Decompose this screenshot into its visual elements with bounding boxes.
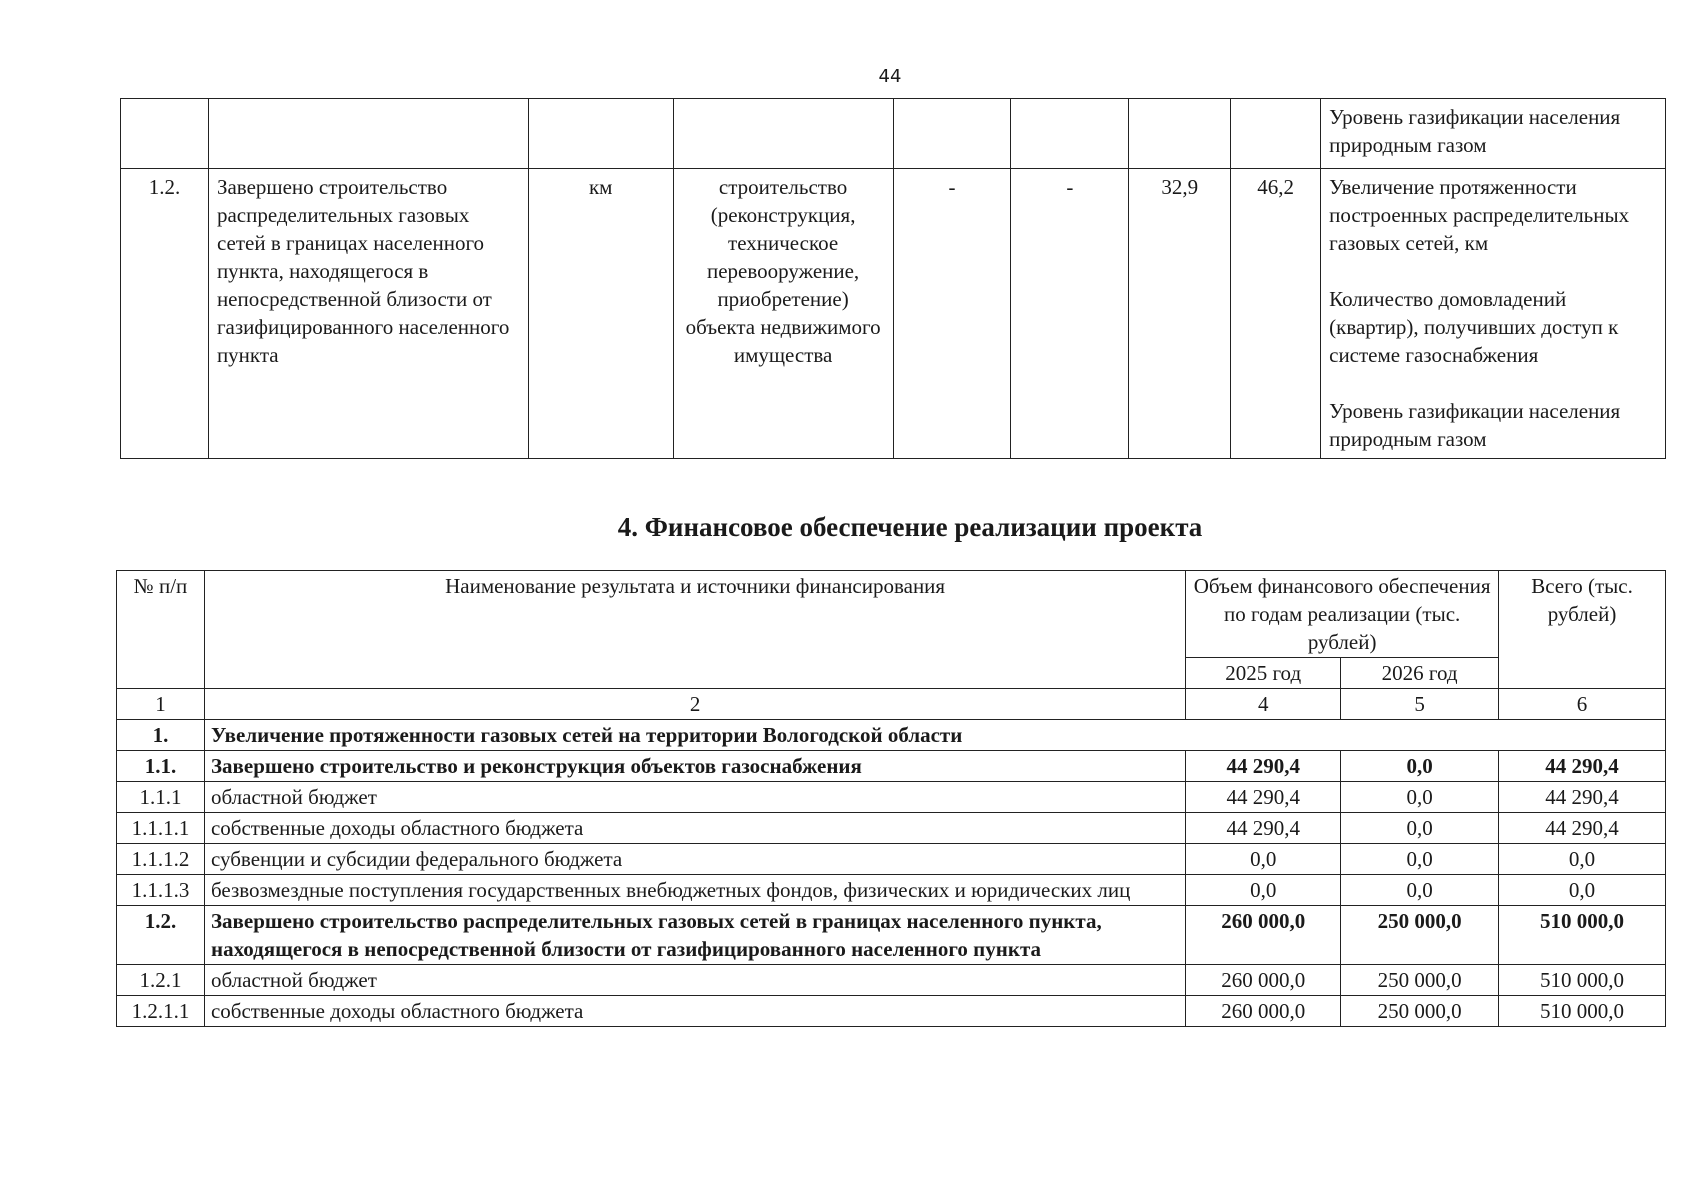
indicator-3: Уровень газификации населения природным газом bbox=[1329, 399, 1621, 451]
value-2025: 0,0 bbox=[1186, 844, 1341, 875]
row-number: 1. bbox=[117, 720, 205, 751]
result-name: Завершено строительство распределительных газовых сетей в границах населенного пункта, находящегося в непосредственной близости от газифицированного населенного пункта bbox=[208, 169, 528, 459]
value-2026: 0,0 bbox=[1341, 751, 1499, 782]
row-name: Увеличение протяженности газовых сетей на территории Вологодской области bbox=[204, 720, 1665, 751]
row-name: собственные доходы областного бюджета bbox=[204, 996, 1185, 1027]
col-number-4: 4 bbox=[1186, 689, 1341, 720]
row-number: 1.2.1.1 bbox=[117, 996, 205, 1027]
value-total: 510 000,0 bbox=[1499, 996, 1666, 1027]
page-number: 44 bbox=[878, 66, 902, 87]
header-total: Всего (тыс. рублей) bbox=[1499, 571, 1666, 689]
table-row bbox=[117, 782, 1666, 813]
indicator-note: Уровень газификации населения природным газом bbox=[1321, 99, 1666, 169]
row-name: Завершено строительство и реконструкция объектов газоснабжения bbox=[204, 751, 1185, 782]
value-total: 0,0 bbox=[1499, 875, 1666, 906]
indicators-cell bbox=[1321, 169, 1666, 459]
value-2026: 0,0 bbox=[1341, 875, 1499, 906]
row-name: Завершено строительство распределительных газовых сетей в границах населенного пункта, находящегося в непосредственной близости от газифицированного населенного пункта bbox=[204, 906, 1185, 965]
value-2025: 260 000,0 bbox=[1186, 906, 1341, 965]
value-1: - bbox=[893, 169, 1011, 459]
row-number: 1.1.1.1 bbox=[117, 813, 205, 844]
table-row bbox=[121, 99, 1666, 169]
col-number-2: 2 bbox=[204, 689, 1185, 720]
table-row bbox=[117, 875, 1666, 906]
table-row bbox=[117, 751, 1666, 782]
value-total: 510 000,0 bbox=[1499, 965, 1666, 996]
value-3: 32,9 bbox=[1129, 169, 1231, 459]
header-volume: Объем финансового обеспечения по годам реализации (тыс. рублей) bbox=[1186, 571, 1499, 658]
row-number: 1.1.1.3 bbox=[117, 875, 205, 906]
value-2026: 250 000,0 bbox=[1341, 906, 1499, 965]
result-type: строительство (реконструкция, техническое перевооружение, приобретение) объекта недвижимого имущества bbox=[673, 169, 893, 459]
value-total: 0,0 bbox=[1499, 844, 1666, 875]
value-2025: 44 290,4 bbox=[1186, 751, 1341, 782]
header-year-2025: 2025 год bbox=[1186, 658, 1341, 689]
indicator-1: Увеличение протяженности построенных распределительных газовых сетей, км bbox=[1329, 175, 1630, 255]
value-2025: 0,0 bbox=[1186, 875, 1341, 906]
value-2026: 250 000,0 bbox=[1341, 996, 1499, 1027]
value-2: - bbox=[1011, 169, 1129, 459]
results-table bbox=[120, 98, 1666, 459]
table-row bbox=[117, 906, 1666, 965]
table-row bbox=[117, 813, 1666, 844]
col-number-6: 6 bbox=[1499, 689, 1666, 720]
col-number-1: 1 bbox=[117, 689, 205, 720]
header-num: № п/п bbox=[117, 571, 205, 689]
row-name: субвенции и субсидии федерального бюджета bbox=[204, 844, 1185, 875]
value-2026: 0,0 bbox=[1341, 782, 1499, 813]
row-number: 1.2.1 bbox=[117, 965, 205, 996]
value-4: 46,2 bbox=[1231, 169, 1321, 459]
value-2025: 44 290,4 bbox=[1186, 813, 1341, 844]
value-total: 44 290,4 bbox=[1499, 751, 1666, 782]
table-row bbox=[117, 720, 1666, 751]
section-title: 4. Финансовое обеспечение реализации проекта bbox=[617, 512, 1203, 542]
value-2025: 260 000,0 bbox=[1186, 996, 1341, 1027]
row-name: безвозмездные поступления государственных внебюджетных фондов, физических и юридических лиц bbox=[204, 875, 1185, 906]
row-name: областной бюджет bbox=[204, 782, 1185, 813]
value-total: 510 000,0 bbox=[1499, 906, 1666, 965]
column-numbers-row bbox=[117, 689, 1666, 720]
value-2026: 0,0 bbox=[1341, 813, 1499, 844]
indicator-2: Количество домовладений (квартир), получивших доступ к системе газоснабжения bbox=[1329, 287, 1619, 367]
table-row bbox=[121, 169, 1666, 459]
row-number: 1.2. bbox=[121, 169, 209, 459]
value-2026: 250 000,0 bbox=[1341, 965, 1499, 996]
value-2025: 260 000,0 bbox=[1186, 965, 1341, 996]
col-number-5: 5 bbox=[1341, 689, 1499, 720]
table-row bbox=[117, 996, 1666, 1027]
value-total: 44 290,4 bbox=[1499, 782, 1666, 813]
header-name: Наименование результата и источники финансирования bbox=[204, 571, 1185, 689]
value-total: 44 290,4 bbox=[1499, 813, 1666, 844]
table-row bbox=[117, 844, 1666, 875]
row-number: 1.1. bbox=[117, 751, 205, 782]
row-name: собственные доходы областного бюджета bbox=[204, 813, 1185, 844]
value-2025: 44 290,4 bbox=[1186, 782, 1341, 813]
row-number: 1.2. bbox=[117, 906, 205, 965]
finance-table bbox=[116, 570, 1666, 1027]
row-name: областной бюджет bbox=[204, 965, 1185, 996]
table-row bbox=[117, 965, 1666, 996]
header-year-2026: 2026 год bbox=[1341, 658, 1499, 689]
unit: км bbox=[528, 169, 673, 459]
value-2026: 0,0 bbox=[1341, 844, 1499, 875]
row-number: 1.1.1.2 bbox=[117, 844, 205, 875]
row-number: 1.1.1 bbox=[117, 782, 205, 813]
header-row bbox=[117, 571, 1666, 658]
